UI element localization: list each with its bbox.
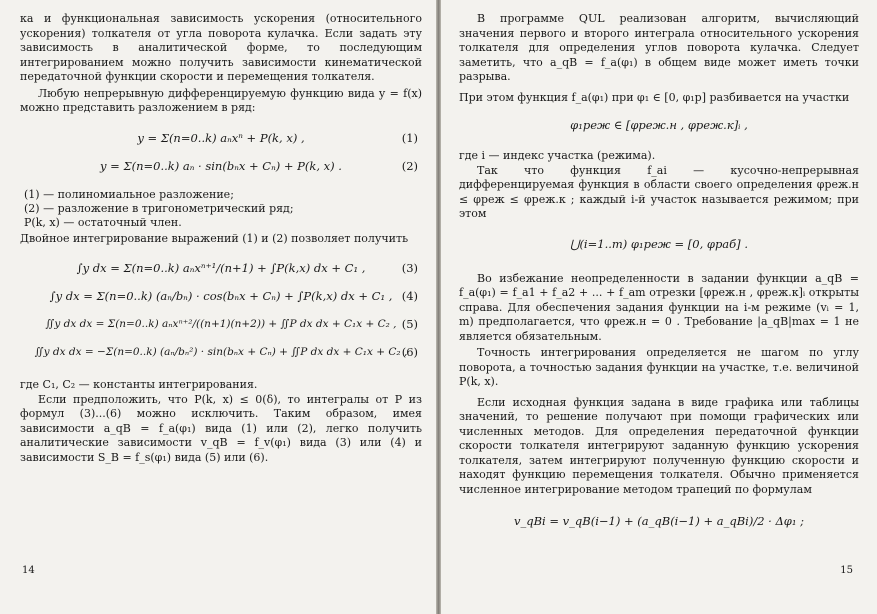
- equation-3: [20, 254, 422, 282]
- paragraph-intro: ка и функциональная зависимость ускорения (относительного ускорения) толкателя от угла поворота кулачка. Если задать эту зависимость в аналитической форме, то последующим интегрированием можно получить зависимости кинематической передаточной функции скорости и перемещения толкателя.: [20, 12, 422, 83]
- equation-trapezoid: [459, 507, 859, 535]
- paragraph-assumption: Если предположить, что P(k, x) ≤ 0(δ), то интегралы от P из формул (3)...(6) можно исключить. Таким образом, имея зависимости a_qB = f_a(φ₁) вида (1) или (2), легко получить аналитические зависимости v_qB = f_v(φ₁) вида (3) или (4) и зависимости S_B = f_s(φ₁) вида (5) или (6).: [20, 392, 422, 464]
- equation-union: [459, 230, 859, 258]
- equation-4-number: (4): [401, 289, 418, 303]
- legend-remainder: P(k, x) — остаточный член.: [24, 215, 182, 229]
- equation-6-number: (6): [401, 345, 418, 359]
- equation-union-body: ⋃(i=1..m) φ₁реж = [0, φраб] .: [570, 236, 748, 251]
- paragraph-split: При этом функция f_a(φ₁) при φ₁ ∈ [0, φ₁p] разбивается на участки: [459, 90, 850, 104]
- equation-2-body: y = Σ(n=0..k) aₙ · sin(bₙx + Cₙ) + P(k, x) .: [100, 158, 342, 173]
- equation-trapezoid-body: v_qBi = v_qB(i−1) + (a_qB(i−1) + a_qBi)/2 · Δφ₁ ;: [514, 514, 804, 528]
- equation-split: [459, 111, 859, 139]
- equation-1-body: y = Σ(n=0..k) aₙxⁿ + P(k, x) ,: [137, 130, 305, 145]
- legend-trigonometric: (2) — разложение в тригонометрический ряд;: [24, 201, 294, 215]
- equation-1-number: (1): [401, 130, 418, 145]
- equation-2-number: (2): [401, 158, 418, 173]
- legend-polynomial: (1) — полиномиальное разложение;: [24, 187, 234, 201]
- equation-6: [20, 338, 422, 366]
- paragraph-series: Любую непрерывную дифференцируемую функцию вида y = f(x) можно представить разложением в ряд:: [20, 86, 422, 114]
- equation-1: [20, 124, 422, 152]
- equation-3-number: (3): [401, 261, 418, 275]
- paragraph-graphical-methods: Если исходная функция задана в виде графика или таблицы значений, то решение получают при помощи графических или численных методов. Для определения передаточной функции скорости толкателя интегрируют заданную функцию ускорения толкателя, затем интегрируют полученную функцию скорости и находят функцию перемещения толкателя. Обычно применяется численное интегрирование методом трапеций по формулам: [459, 395, 859, 496]
- legend: [20, 188, 422, 230]
- equation-5-number: (5): [401, 317, 418, 331]
- right-page: [441, 0, 877, 614]
- page-number-right: 15: [840, 565, 853, 576]
- page-number-left: 14: [22, 565, 35, 576]
- left-page: [0, 0, 436, 614]
- paragraph-avoid-ambiguity: Во избежание неопределенности в задании функции a_qB = f_a(φ₁) = f_a1 + f_a2 + ... + f_am отрезки [φреж.н , φреж.к]ᵢ открыты справа. Для обеспечения задания функции на i-м режиме (vᵢ = 1, m) предполагается, что φреж.н = 0 . Требование |a_qB|max = 1 не является обязательным.: [459, 271, 859, 343]
- equation-3-body: ∫y dx = Σ(n=0..k) aₙxⁿ⁺¹/(n+1) + ∫P(k,x) dx + C₁ ,: [76, 261, 366, 275]
- paragraph-constants: где C₁, C₂ — константы интегрирования.: [20, 378, 258, 391]
- paragraph-index: где i — индекс участка (режима).: [459, 149, 656, 162]
- equation-4: [20, 282, 422, 310]
- equation-6-body: ∬y dx dx = −Σ(n=0..k) (aₙ/bₙ²) · sin(bₙx + Cₙ) + ∬P dx dx + C₁x + C₂ ,: [34, 346, 408, 358]
- equation-2: [20, 152, 422, 180]
- equation-split-body: φ₁реж ∈ [φреж.н , φреж.к]ᵢ ,: [570, 118, 748, 132]
- equation-4-body: ∫y dx = Σ(n=0..k) (aₙ/bₙ) · cos(bₙx + Cₙ) + ∫P(k,x) dx + C₁ ,: [49, 289, 393, 303]
- paragraph-double-integration: Двойное интегрирование выражений (1) и (2) позволяет получить: [20, 231, 409, 245]
- equation-5-body: ∬y dx dx = Σ(n=0..k) aₙxⁿ⁺²/((n+1)(n+2)) + ∬P dx dx + C₁x + C₂ ,: [45, 318, 397, 330]
- paragraph-qul: В программе QUL реализован алгоритм, вычисляющий значения первого и второго интеграла относительного ускорения толкателя для определения углов поворота кулачка. Следует заметить, что a_qB = f_a(φ₁) в общем виде может иметь точки разрыва.: [459, 12, 859, 83]
- equation-5: [20, 310, 422, 338]
- paragraph-accuracy: Точность интегрирования определяется не шагом по углу поворота, а точностью задания функции на участке, т.е. величиной P(k, x).: [459, 346, 859, 388]
- paragraph-piecewise: Так что функция f_ai — кусочно-непрерывная дифференцируемая функция в области своего определения φреж.н ≤ φреж ≤ φреж.к ; каждый i-й участок называется режимом; при этом: [459, 163, 859, 220]
